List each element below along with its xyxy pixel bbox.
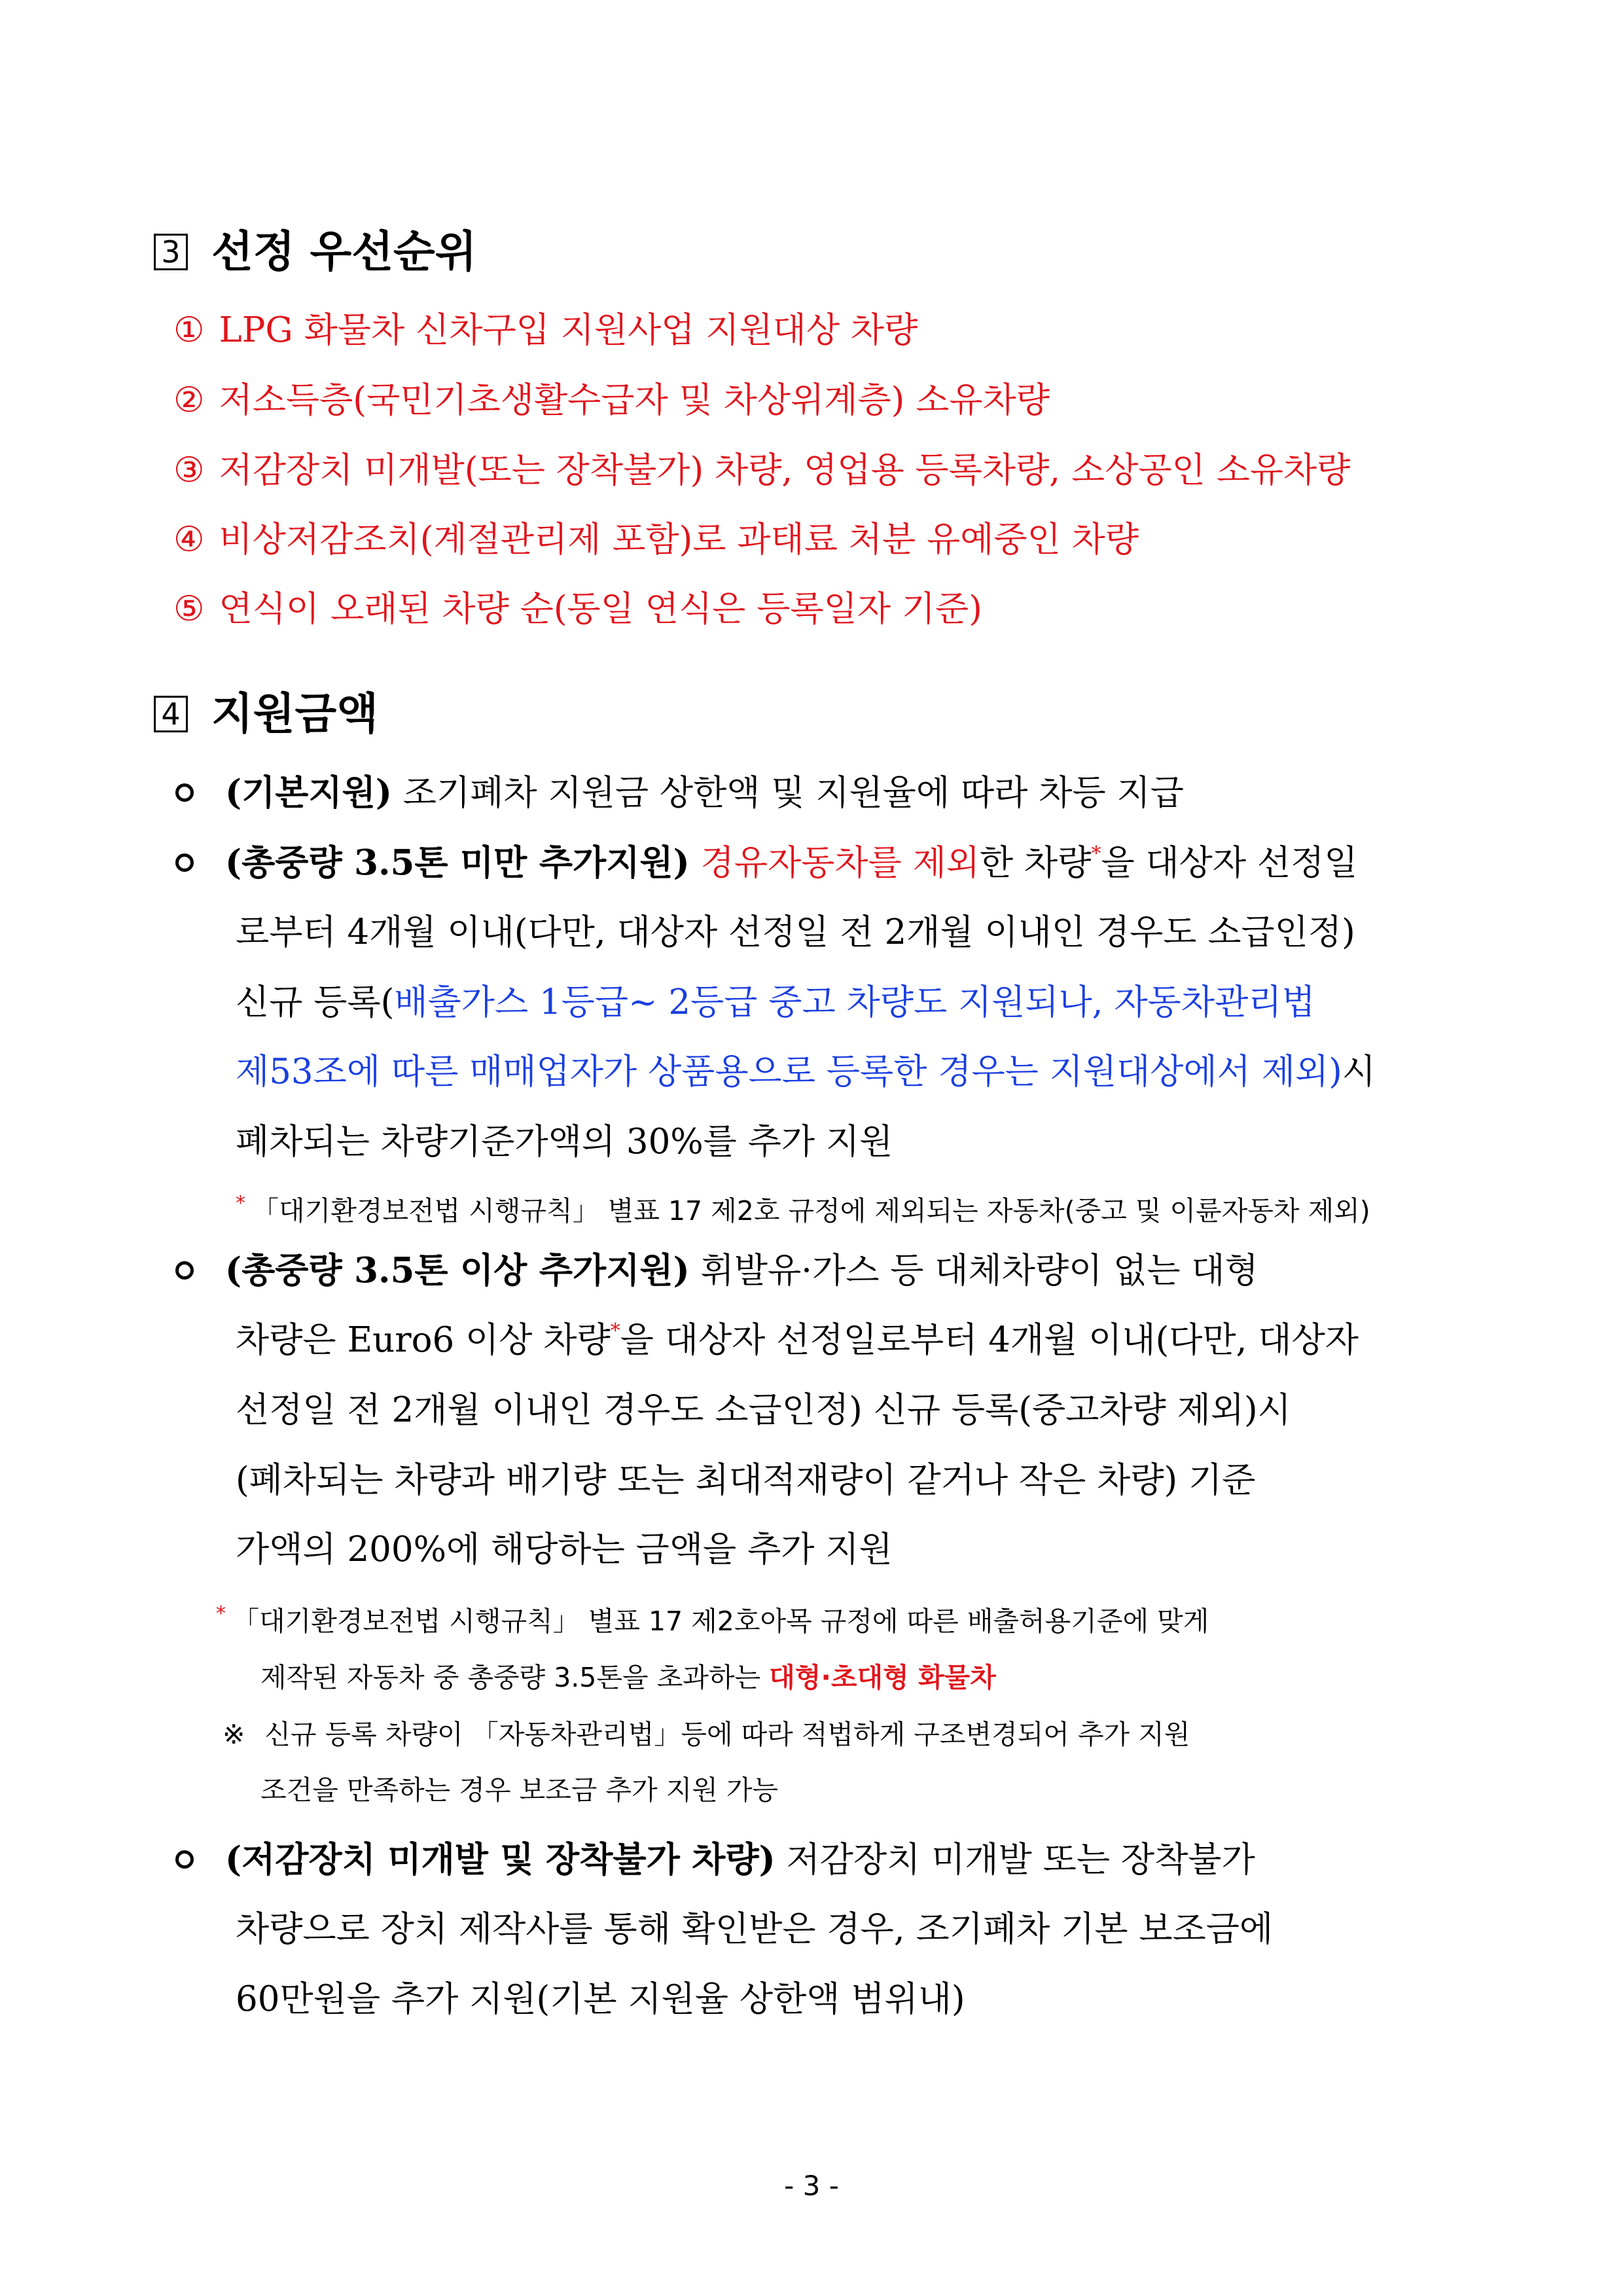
body-line: 차량으로 장치 제작사를 통해 확인받은 경우, 조기폐차 기본 보조금에	[236, 1909, 1274, 1949]
priority-mark: ①	[173, 310, 205, 350]
priority-text: 저감장치 미개발(또는 장착불가) 차량, 영업용 등록차량, 소상공인 소유차량	[219, 450, 1351, 490]
basic-support-item	[175, 772, 1184, 813]
footnote-star: *	[236, 1192, 245, 1215]
device-support-item	[175, 1839, 1255, 1880]
footnote-continued	[260, 1664, 996, 1691]
item-text: 휘발유·가스 등 대체차량이 없는 대형	[689, 1251, 1258, 1291]
circle-bullet-icon	[175, 783, 194, 802]
footnote-marker: *	[1091, 842, 1101, 865]
item-text: 저감장치 미개발 또는 장착불가	[775, 1840, 1255, 1880]
priority-mark: ③	[173, 450, 205, 490]
circle-bullet-icon	[175, 1850, 194, 1869]
reference-note	[223, 1721, 1190, 1748]
body-line: 60만원을 추가 지원(기본 지원율 상한액 범위내)	[236, 1979, 965, 2019]
priority-mark: ⑤	[173, 589, 205, 629]
footnote	[216, 1602, 1209, 1637]
body-text: 신규 등록(	[236, 982, 395, 1022]
over-35t-item	[175, 1250, 1258, 1291]
section-number-box: 3	[154, 234, 188, 270]
reference-mark: ※	[223, 1719, 245, 1750]
priority-text: 비상저감조치(계절관리제 포함)로 과태료 처분 유예중인 차량	[219, 520, 1139, 560]
body-text: 을 대상자 선정일로부터 4개월 이내(다만, 대상자	[620, 1320, 1359, 1360]
highlight-text: 대형·초대형 화물차	[769, 1662, 996, 1693]
circle-bullet-icon	[175, 853, 194, 872]
section-number-box: 4	[154, 696, 188, 732]
body-text: 시	[1342, 1052, 1376, 1092]
page-number: - 3 -	[784, 2170, 839, 2202]
body-line: (폐차되는 차량과 배기량 또는 최대적재량이 같거나 작은 차량) 기준	[236, 1460, 1256, 1500]
body-line	[236, 982, 1315, 1022]
reference-note-continued: 조건을 만족하는 경우 보조금 추가 지원 가능	[260, 1774, 779, 1806]
priority-mark: ④	[173, 520, 205, 560]
priority-text: 저소득층(국민기초생활수급자 및 차상위계층) 소유차량	[219, 380, 1050, 420]
section-title: 선정 우선순위	[211, 226, 477, 277]
body-line: 로부터 4개월 이내(다만, 대상자 선정일 전 2개월 이내인 경우도 소급인정)	[236, 912, 1355, 952]
body-text: 차량은 Euro6 이상 차량	[236, 1320, 611, 1360]
body-line: 가액의 200%에 해당하는 금액을 추가 지원	[236, 1530, 893, 1570]
section-4-heading	[154, 689, 379, 739]
footnote-star: *	[216, 1602, 226, 1625]
priority-item	[173, 450, 1351, 490]
body-line: 선정일 전 2개월 이내인 경우도 소급인정) 신규 등록(중고차량 제외)시	[236, 1390, 1291, 1430]
under-35t-item	[175, 842, 1358, 883]
priority-item	[173, 589, 982, 629]
body-line	[236, 1319, 1359, 1360]
item-text: 한 차량	[979, 843, 1092, 883]
footnote	[236, 1192, 1370, 1227]
item-label: (총중량 3.5톤 이상 추가지원)	[225, 1250, 690, 1291]
section-title: 지원금액	[211, 689, 379, 739]
reference-text: 신규 등록 차량이 「자동차관리법」등에 따라 적법하게 구조변경되어 추가 지원	[264, 1719, 1190, 1750]
item-text: 을 대상자 선정일	[1101, 843, 1358, 883]
priority-item	[173, 380, 1050, 420]
item-label: (기본지원)	[225, 772, 392, 813]
body-line: 폐차되는 차량기준가액의 30%를 추가 지원	[236, 1122, 893, 1162]
blue-text: 제53조에 따른 매매업자가 상품용으로 등록한 경우는 지원대상에서 제외)	[236, 1052, 1342, 1092]
priority-text: 연식이 오래된 차량 순(동일 연식은 등록일자 기준)	[219, 589, 982, 629]
body-line	[236, 1052, 1376, 1092]
priority-item	[173, 520, 1139, 560]
blue-text: 배출가스 1등급~ 2등급 중고 차량도 지원되나, 자동차관리법	[394, 982, 1315, 1022]
footnote-text: 제작된 자동차 중 총중량 3.5톤을 초과하는	[260, 1662, 770, 1693]
circle-bullet-icon	[175, 1261, 194, 1280]
priority-item	[173, 310, 918, 350]
section-3-heading	[154, 226, 477, 277]
highlight-text: 경유자동차를 제외	[689, 843, 980, 883]
priority-mark: ②	[173, 380, 205, 420]
item-text: 조기폐차 지원금 상한액 및 지원율에 따라 차등 지급	[391, 773, 1184, 813]
item-label: (총중량 3.5톤 미만 추가지원)	[225, 842, 690, 883]
footnote-text: 「대기환경보전법 시행규칙」 별표 17 제2호 규정에 제외되는 자동차(중고 및 이륜자동차 제외)	[252, 1195, 1370, 1227]
footnote-marker: *	[610, 1319, 620, 1342]
footnote-text: 「대기환경보전법 시행규칙」 별표 17 제2호아목 규정에 따른 배출허용기준에 맞게	[232, 1605, 1209, 1637]
priority-text: LPG 화물차 신차구입 지원사업 지원대상 차량	[219, 310, 918, 350]
item-label: (저감장치 미개발 및 장착불가 차량)	[225, 1839, 776, 1880]
